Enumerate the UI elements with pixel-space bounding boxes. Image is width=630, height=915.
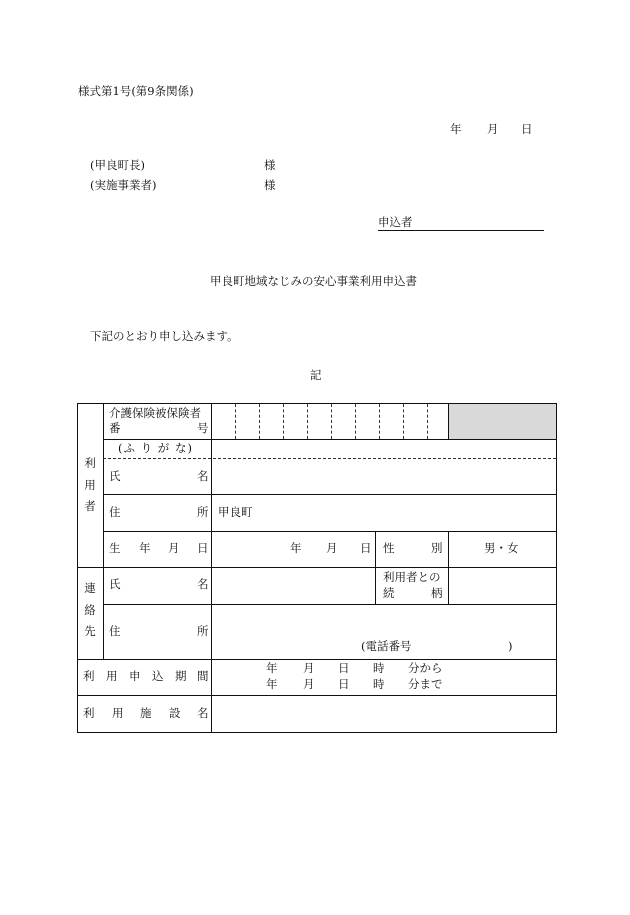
period-label-char: 利: [83, 669, 95, 683]
birth-label-char: 年: [139, 541, 151, 555]
row-divider: [77, 659, 557, 660]
intro-text: 下記のとおり申し込みます。: [90, 329, 239, 343]
row-divider: [103, 494, 557, 495]
date-year-label: 年: [450, 122, 462, 136]
gender-label-a: 性: [383, 541, 395, 555]
table-border-left: [77, 403, 78, 733]
digit-divider: [283, 404, 284, 439]
shaded-cell: [449, 404, 556, 439]
ki-label: 記: [310, 368, 322, 382]
addressee-operator: (実施事業者): [90, 178, 157, 192]
contact-name-label-a: 氏: [109, 577, 121, 591]
address-label-b: 所: [197, 505, 209, 519]
period-from-hour: 時: [373, 661, 385, 675]
applicant-signature-line: [378, 230, 544, 231]
form-number: 様式第1号(第9条関係): [78, 84, 194, 98]
period-label-char: 込: [152, 669, 164, 683]
period-to-hour: 時: [373, 677, 385, 691]
contact-address-label-a: 住: [109, 624, 121, 638]
period-label-char: 間: [197, 669, 209, 683]
digit-divider: [331, 404, 332, 439]
insurance-label-go: 号: [197, 421, 209, 435]
digit-divider: [403, 404, 404, 439]
addressee-honorific: 様: [264, 178, 276, 192]
period-to-minute: 分まで: [408, 677, 443, 691]
phone-label: (電話番号: [361, 639, 412, 653]
label-divider: [211, 403, 212, 733]
user-group-label: [83, 458, 97, 513]
period-to-month: 月: [303, 677, 315, 691]
address-value: 甲良町: [218, 505, 253, 519]
contact-name-label-b: 名: [197, 577, 209, 591]
document-title: 甲良町地域なじみの安心事業利用申込書: [210, 274, 417, 288]
period-to-year: 年: [266, 677, 278, 691]
user-group-char: 利: [84, 456, 96, 470]
table-border-right: [556, 403, 557, 733]
insurance-end-divider: [448, 403, 449, 439]
digit-divider: [427, 404, 428, 439]
gender-label-b: 別: [431, 541, 443, 555]
digit-divider: [259, 404, 260, 439]
contact-group-label: [83, 583, 97, 638]
period-to-day: 日: [338, 677, 350, 691]
applicant-label: 申込者: [378, 215, 413, 229]
furigana-divider: [103, 458, 556, 459]
row-divider: [103, 604, 557, 605]
digit-divider: [235, 404, 236, 439]
period-label-char: 申: [129, 669, 141, 683]
birth-label-char: 月: [168, 541, 180, 555]
name-label-a: 氏: [109, 469, 121, 483]
contact-group-char: 絡: [84, 602, 96, 617]
facility-label-char: 設: [169, 706, 181, 720]
phone-close: ): [508, 639, 513, 653]
user-group-char: 用: [84, 477, 96, 492]
period-from-minute: 分から: [408, 661, 443, 675]
addressee-mayor: (甲良町長): [90, 158, 145, 172]
facility-label-char: 施: [140, 706, 152, 720]
relation-label: 利用者との: [383, 570, 441, 584]
relation-label-b: 柄: [431, 586, 443, 600]
contact-address-label-b: 所: [197, 624, 209, 638]
facility-label-char: 名: [197, 706, 209, 720]
digit-divider: [307, 404, 308, 439]
gender-value: 男・女: [484, 541, 519, 555]
birth-year: 年: [290, 541, 302, 555]
row-divider: [103, 531, 557, 532]
facility-label-char: 利: [83, 706, 95, 720]
period-label-char: 用: [106, 669, 118, 683]
name-label-b: 名: [197, 469, 209, 483]
period-from-month: 月: [303, 661, 315, 675]
contact-group-char: 先: [84, 624, 96, 638]
date-day-label: 日: [521, 122, 533, 136]
table-border-bottom: [77, 732, 557, 733]
birth-label-char: 生: [109, 541, 121, 555]
table-border-top: [77, 403, 557, 404]
birth-label-char: 日: [197, 541, 209, 555]
user-group-char: 者: [84, 499, 96, 513]
birth-month: 月: [326, 541, 338, 555]
row-divider: [77, 695, 557, 696]
insurance-label-ban: 番: [109, 421, 121, 435]
period-label-char: 期: [175, 669, 187, 683]
period-from-day: 日: [338, 661, 350, 675]
relation-label-a: 続: [383, 586, 395, 600]
digit-divider: [379, 404, 380, 439]
insurance-label: 介護保険被保険者: [109, 406, 201, 420]
period-from-year: 年: [266, 661, 278, 675]
contact-group-char: 連: [84, 581, 96, 595]
digit-divider: [355, 404, 356, 439]
address-label-a: 住: [109, 505, 121, 519]
birth-day: 日: [360, 541, 372, 555]
date-month-label: 月: [487, 122, 499, 136]
row-divider: [77, 567, 557, 568]
addressee-honorific: 様: [264, 158, 276, 172]
furigana-label: (ふ り が な): [118, 441, 193, 455]
row-divider: [103, 439, 557, 440]
facility-label-char: 用: [112, 706, 124, 720]
